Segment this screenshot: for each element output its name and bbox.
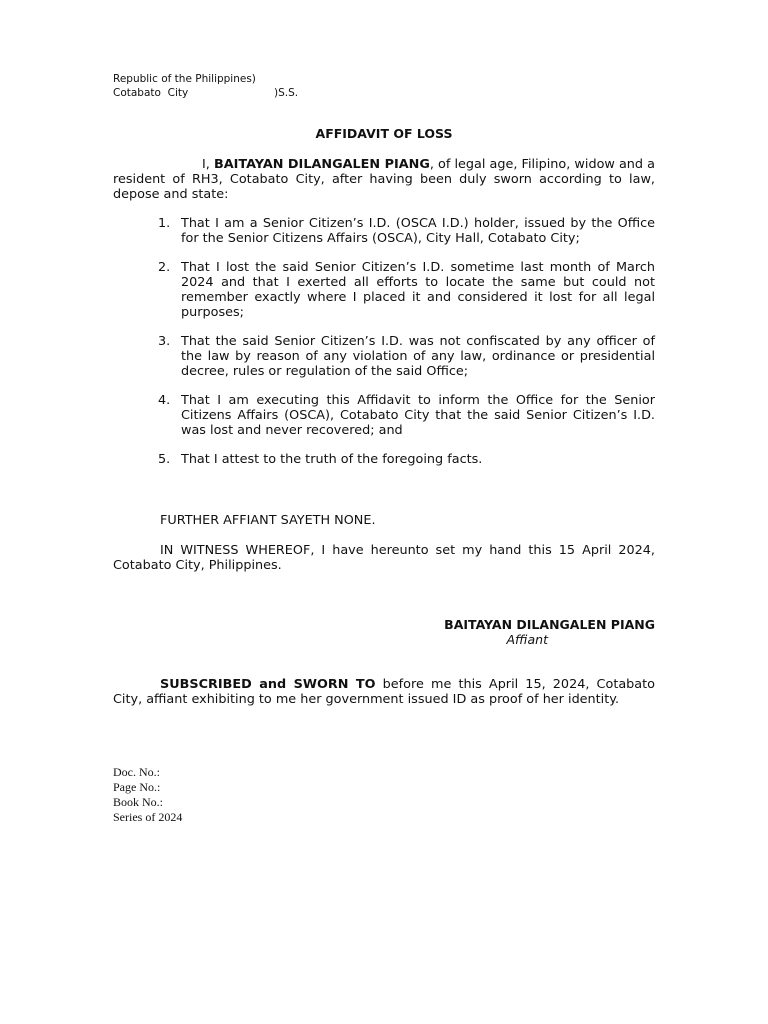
witness-paragraph: IN WITNESS WHEREOF, I have hereunto set my hand this 15 April 2024, Cotabato City, Philippines.	[113, 543, 655, 573]
item-text: That I am a Senior Citizen’s I.D. (OSCA I.D.) holder, issued by the Office for the Senior Citizens Affairs (OSCA), City Hall, Cotabato City;	[181, 216, 655, 246]
item-text: That I attest to the truth of the foregoing facts.	[181, 452, 483, 467]
signatory-name: BAITAYAN DILANGALEN PIANG	[444, 617, 655, 632]
jurat-bold: SUBSCRIBED and SWORN TO	[160, 677, 376, 692]
further-affiant-line: FURTHER AFFIANT SAYETH NONE.	[160, 513, 376, 528]
intro-prefix: I,	[202, 157, 214, 172]
item-text: That the said Senior Citizen’s I.D. was not confiscated by any officer of the law by reason of any violation of any law, ordinance or presidential decree, rules or regulation of the said Office;	[181, 334, 655, 379]
item-text: That I am executing this Affidavit to inform the Office for the Senior Citizens Affairs (OSCA), Cotabato City that the said Senior Citizen’s I.D. was lost and never recovered; and	[181, 393, 655, 438]
venue-block	[113, 72, 298, 100]
intro-affiant-name: BAITAYAN DILANGALEN PIANG	[213, 157, 430, 172]
venue-city: Cotabato City	[113, 87, 189, 99]
jurat-paragraph	[113, 677, 655, 707]
list-item	[158, 260, 655, 320]
intro-rest: , of legal age, Filipino, widow and a resident of RH3, Cotabato City, after having been duly sworn according to law, depose and state:	[113, 157, 655, 202]
jurat-rest: before me this April 15, 2024, Cotabato City, affiant exhibiting to me her government issued ID as proof of her identity.	[113, 677, 655, 707]
item-number: 5.	[158, 452, 171, 467]
list-item	[158, 452, 655, 467]
document-title: AFFIDAVIT OF LOSS	[315, 126, 453, 141]
series: Series of 2024	[113, 810, 183, 824]
signature-block	[355, 617, 655, 647]
book-no: Book No.:	[113, 795, 164, 809]
doc-no: Doc. No.:	[113, 765, 160, 779]
list-item	[158, 334, 655, 379]
venue-line-2	[113, 86, 298, 100]
item-text: That I lost the said Senior Citizen’s I.D. sometime last month of March 2024 and that I exerted all efforts to locate the same but could not remember exactly where I placed it and considered it lost for all legal purposes;	[181, 260, 655, 320]
item-number: 3.	[158, 334, 171, 349]
page-no: Page No.:	[113, 780, 161, 794]
list-item	[158, 216, 655, 246]
venue-republic: Republic of the Philippines)	[113, 73, 256, 85]
item-number: 4.	[158, 393, 171, 408]
list-item	[158, 393, 655, 438]
intro-paragraph	[113, 157, 655, 202]
statement-list	[158, 216, 655, 467]
venue-line-1	[113, 72, 298, 86]
item-number: 1.	[158, 216, 171, 231]
venue-ss: )S.S.	[274, 87, 299, 99]
item-number: 2.	[158, 260, 171, 275]
notarial-register	[113, 765, 182, 825]
signatory-role: Affiant	[506, 632, 548, 647]
